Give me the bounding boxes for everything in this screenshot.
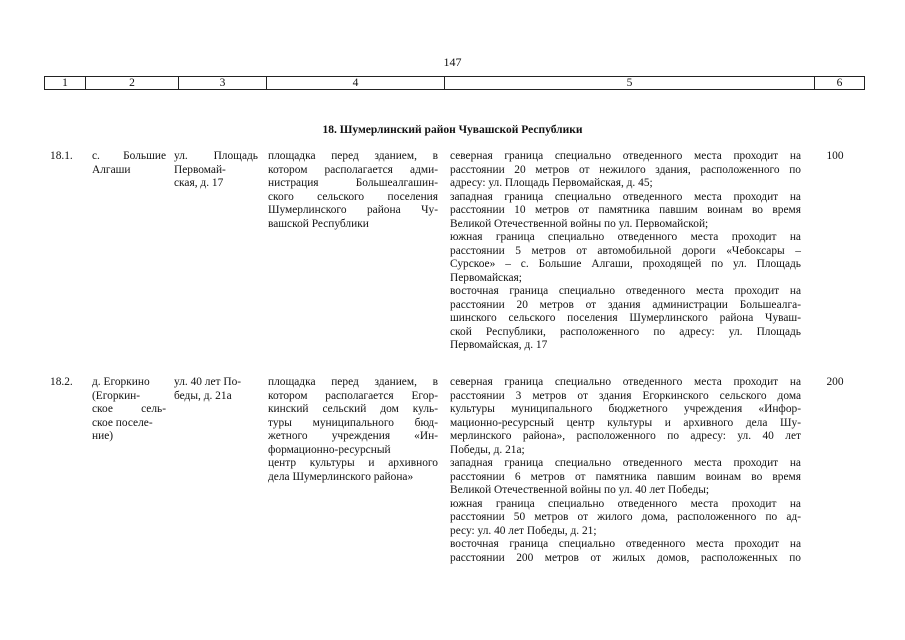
boundary-line: северная граница специально отведенного места проходит на	[450, 150, 801, 162]
row-number: 18.1.	[50, 150, 73, 162]
boundary-line: расстоянии 3 метров от здания Егоркинского сельского дома	[450, 389, 801, 402]
place-line: Шумерлинского района Чу-	[268, 204, 438, 216]
boundaries-cell	[450, 150, 801, 353]
place-line: площадка перед зданием, в	[268, 150, 438, 162]
boundary-line: мерлинского района», расположенного по адресу: ул. 40 лет	[450, 430, 801, 442]
boundary-south	[450, 498, 801, 539]
place-line: формационно-ресурсный	[268, 443, 391, 456]
boundary-line: расстоянии 50 метров от жилого дома, расположенного по ад-	[450, 511, 801, 523]
place-line: вашской Республики	[268, 217, 369, 230]
place-line: кинский сельский дом куль-	[268, 403, 438, 415]
address-cell	[174, 150, 258, 191]
place-line: котором располагается Егор-	[268, 389, 438, 402]
boundary-line: северная граница специально отведенного места проходит на	[450, 376, 801, 388]
header-col-6: 6	[815, 77, 865, 90]
boundary-line: южная граница специально отведенного места проходит на	[450, 497, 801, 510]
boundary-line: восточная граница специально отведенного места проходит на	[450, 285, 801, 297]
place-line: центр культуры и архивного	[268, 457, 438, 469]
header-col-1: 1	[45, 77, 86, 90]
address-line: Первомай-	[174, 163, 226, 176]
boundary-line: Великой Отечественной войны по ул. 40 лет Победы;	[450, 484, 710, 496]
boundary-south	[450, 231, 801, 285]
boundary-east	[450, 285, 801, 353]
header-col-3: 3	[179, 77, 267, 90]
address-line: беды, д. 21а	[174, 389, 232, 402]
boundary-line: западная граница специально отведенного места проходит на	[450, 190, 801, 203]
boundary-west	[450, 191, 801, 232]
boundary-line: мационно-ресурсный центр культуры и архивного дела Шу-	[450, 416, 801, 429]
place-line: туры муниципального бюд-	[268, 416, 438, 429]
place-line: жетного учреждения «Ин-	[268, 430, 438, 442]
boundary-line: ской Республики, расположенного по адресу: ул. Площадь	[450, 325, 801, 338]
boundary-line: адресу: ул. Площадь Первомайская, д. 45;	[450, 177, 653, 189]
boundary-north	[450, 376, 801, 457]
boundary-line: ресу: ул. 40 лет Победы, д. 21;	[450, 524, 597, 537]
address-line: ул. 40 лет По-	[174, 376, 242, 388]
section-title: 18. Шумерлинский район Чувашской Республики	[322, 124, 583, 136]
place-line: котором располагается адми-	[268, 163, 438, 176]
boundary-line: расстоянии 10 метров от памятника павшим воинам во время	[450, 204, 801, 216]
boundary-line: восточная граница специально отведенного места проходит на	[450, 538, 801, 550]
boundary-line: расстоянии 200 метров от жилых домов, расположенных по	[450, 551, 801, 564]
boundary-north	[450, 150, 801, 191]
boundary-line: южная граница специально отведенного места проходит на	[450, 231, 801, 243]
header-col-5: 5	[445, 77, 815, 90]
settlement-line: ние)	[92, 430, 114, 442]
place-line: ского сельского поселения	[268, 190, 438, 203]
boundary-line: шинского сельского поселения Шумерлинского района Чуваш-	[450, 312, 801, 324]
boundary-line: западная граница специально отведенного места проходит на	[450, 457, 801, 469]
boundary-west	[450, 457, 801, 498]
column-number-header	[44, 76, 865, 90]
boundary-line: расстоянии 20 метров от нежилого здания, расположенного по	[450, 163, 801, 176]
boundary-line: Победы, д. 21а;	[450, 443, 525, 456]
header-col-4: 4	[267, 77, 445, 90]
place-line: нистрация Большеалгашин-	[268, 177, 438, 189]
boundary-line: расстоянии 6 метров от памятника павшим воинам во время	[450, 470, 801, 483]
row-number: 18.2.	[50, 376, 73, 388]
boundary-line: Первомайская, д. 17	[450, 339, 548, 351]
settlement-line: д. Егоркино	[92, 376, 150, 388]
boundary-east	[450, 538, 801, 565]
boundaries-cell	[450, 376, 801, 565]
boundary-line: расстоянии 20 метров от здания администрации Большеалга-	[450, 298, 801, 311]
address-cell	[174, 376, 258, 403]
address-line: ул. Площадь	[174, 150, 258, 162]
settlement-cell	[92, 150, 166, 177]
page-number: 147	[443, 55, 462, 69]
area-value: 100	[826, 150, 844, 162]
settlement-line: с. Большие	[92, 150, 166, 162]
settlement-line: ское сель-	[92, 403, 166, 415]
place-cell	[268, 376, 438, 484]
boundary-line: Сурское» – с. Большие Алгаши, проходящей по ул. Площадь	[450, 258, 801, 270]
boundary-line: культуры муниципального бюджетного учреждения «Инфор-	[450, 403, 801, 415]
place-line: дела Шумерлинского района»	[268, 470, 414, 483]
boundary-line: расстоянии 5 метров от автомобильной дороги «Чебоксары –	[450, 244, 801, 257]
settlement-cell	[92, 376, 166, 444]
header-col-2: 2	[86, 77, 179, 90]
area-value: 200	[826, 376, 844, 388]
boundary-line: Великой Отечественной войны по ул. Первомайской;	[450, 217, 709, 230]
address-line: ская, д. 17	[174, 177, 224, 189]
place-cell	[268, 150, 438, 231]
settlement-line: (Егоркин-	[92, 389, 141, 402]
place-line: площадка перед зданием, в	[268, 376, 438, 388]
settlement-line: ское поселе-	[92, 416, 153, 429]
settlement-line: Алгаши	[92, 163, 131, 176]
boundary-line: Первомайская;	[450, 271, 522, 284]
